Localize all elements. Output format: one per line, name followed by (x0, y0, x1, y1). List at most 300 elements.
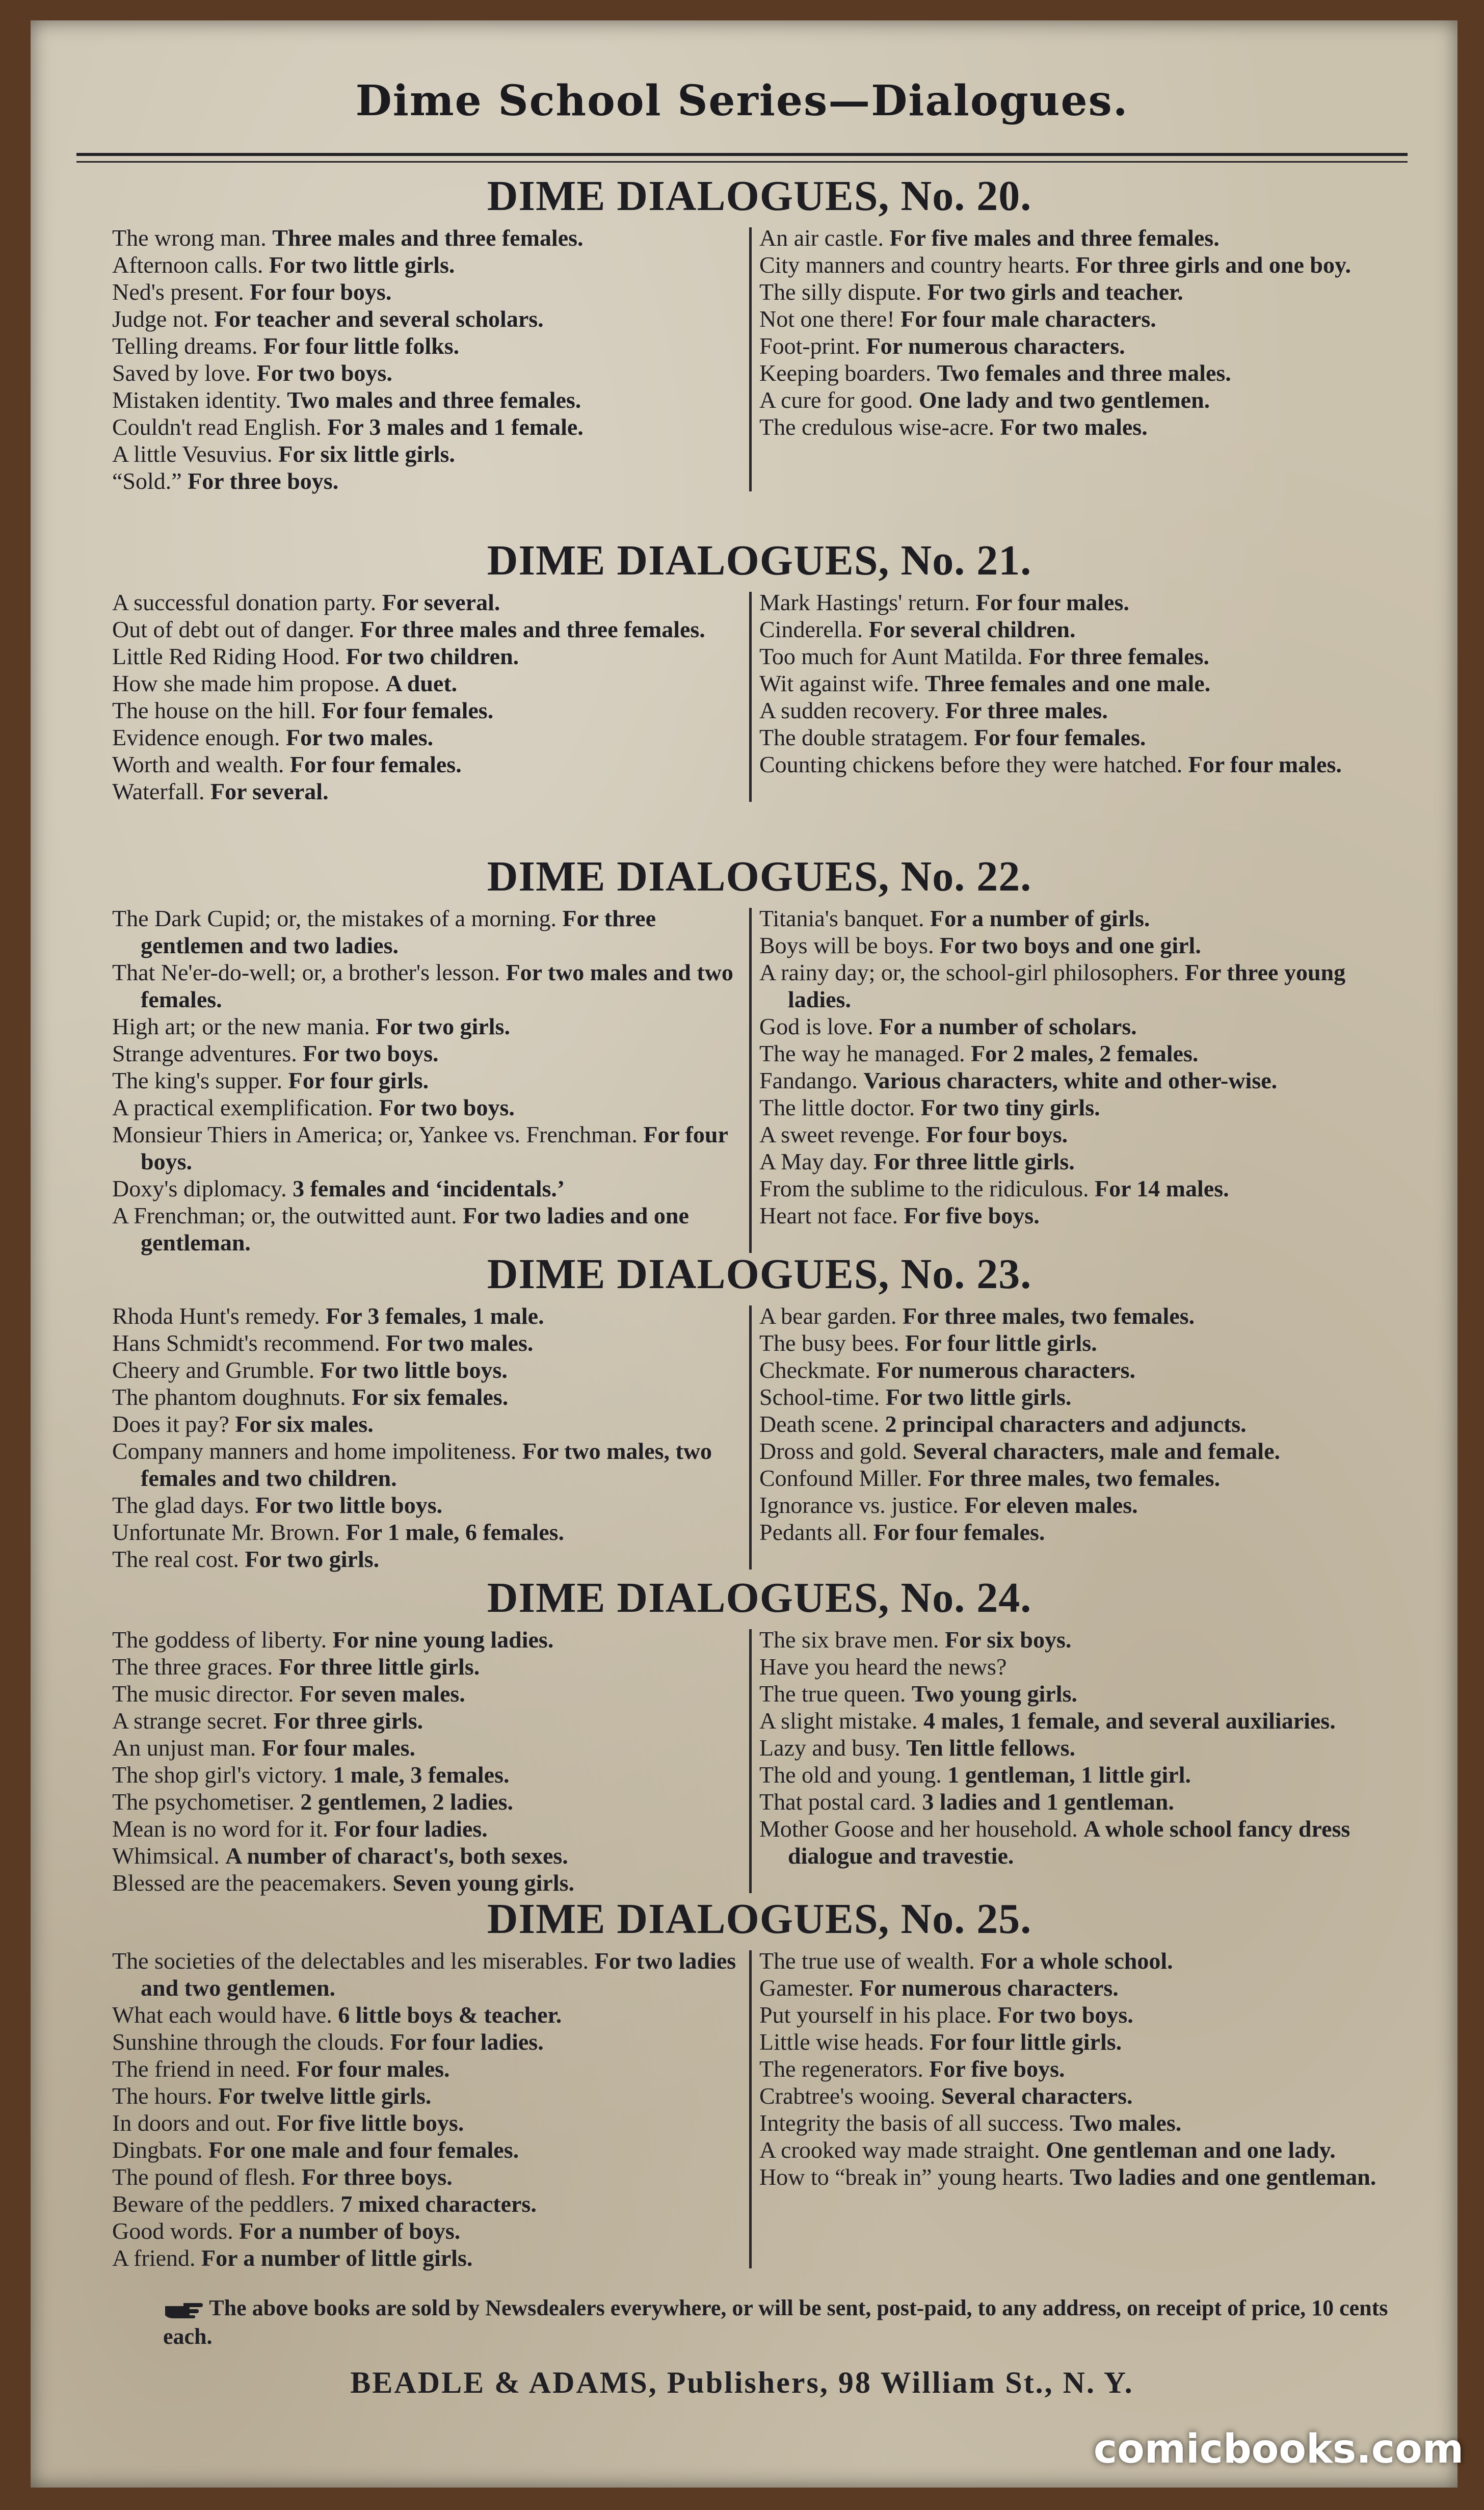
dialogue-title: Ignorance vs. justice. (759, 1492, 959, 1518)
dialogue-entry (759, 1653, 1386, 1680)
dialogue-entry (759, 1707, 1386, 1734)
dialogue-entry (112, 778, 739, 805)
dialogue-cast: A whole school fancy dress dialogue and travestie. (788, 1816, 1350, 1869)
dialogue-cast: For four females. (873, 1519, 1045, 1545)
dialogue-title: Mean is no word for it. (112, 1816, 329, 1842)
dialogue-cast: Two males and three females. (287, 387, 581, 413)
dialogue-entry (759, 1383, 1386, 1410)
dialogue-title: A cure for good. (759, 387, 913, 413)
dialogue-entry (759, 2109, 1386, 2136)
dialogue-entry (112, 1947, 739, 2001)
dialogue-entry (112, 1175, 739, 1202)
dialogue-cast: Two young girls. (911, 1681, 1077, 1707)
dialogue-title: The real cost. (112, 1546, 240, 1572)
dialogue-entry (112, 1680, 739, 1707)
dialogue-section (102, 849, 1417, 1256)
left-column (102, 1947, 749, 2271)
dialogue-cast: Two males. (1070, 2110, 1182, 2136)
dialogue-cast: For four ladies. (390, 2029, 544, 2055)
dialogue-cast: 6 little boys & teacher. (338, 2002, 562, 2028)
dialogue-cast: For two boys. (997, 2002, 1133, 2028)
left-column (102, 905, 749, 1256)
dialogue-cast: For four females. (322, 697, 494, 723)
dialogue-cast: For four little folks. (263, 333, 460, 359)
dialogue-title: A Frenchman; or, the outwitted aunt. (112, 1202, 457, 1228)
dialogue-entry (112, 1626, 739, 1653)
section-title: DIME DIALOGUES, No. 25. (487, 1895, 1032, 1943)
dialogue-title: A May day. (759, 1148, 868, 1174)
left-column (102, 589, 749, 805)
dialogue-entry (112, 359, 739, 386)
dialogue-entry (112, 1383, 739, 1410)
dialogue-cast: 3 females and ‘incidentals.’ (293, 1175, 565, 1201)
column-divider (749, 1629, 752, 1893)
dialogue-entry (759, 2055, 1386, 2082)
dialogue-title: Doxy's diplomacy. (112, 1175, 287, 1201)
dialogue-cast: For numerous characters. (876, 1357, 1135, 1383)
dialogue-cast: Two females and three males. (937, 360, 1231, 386)
dialogue-entry (112, 959, 739, 1013)
dialogue-cast: For two ladies and one gentleman. (141, 1202, 689, 1256)
dialogue-title: “Sold.” (112, 468, 182, 494)
dialogue-title: Mother Goose and her household. (759, 1816, 1078, 1842)
dialogue-cast: For three girls. (273, 1708, 423, 1734)
dialogue-cast: For a whole school. (980, 1948, 1173, 1974)
dialogue-title: Good words. (112, 2218, 233, 2244)
dialogue-title: City manners and country hearts. (759, 252, 1070, 278)
right-column (749, 589, 1396, 805)
dialogue-cast: For two girls and teacher. (927, 279, 1183, 305)
dialogue-cast: For four males. (1188, 751, 1342, 777)
dialogue-title: The true use of wealth. (759, 1948, 975, 1974)
dialogue-entry (112, 1842, 739, 1869)
dialogue-title: A practical exemplification. (112, 1094, 374, 1120)
dialogue-title: The hours. (112, 2083, 213, 2109)
dialogue-cast: One lady and two gentlemen. (918, 387, 1210, 413)
dialogue-title: The six brave men. (759, 1627, 939, 1653)
dialogue-title: Company manners and home impoliteness. (112, 1438, 517, 1464)
dialogue-title: The busy bees. (759, 1330, 899, 1356)
dialogue-title: Wit against wife. (759, 670, 919, 696)
dialogue-title: A crooked way made straight. (759, 2137, 1040, 2163)
dialogue-entry (112, 1707, 739, 1734)
dialogue-title: An unjust man. (112, 1735, 256, 1761)
dialogue-entry (112, 1519, 739, 1546)
dialogue-entry (759, 1356, 1386, 1383)
dialogue-entry (759, 1947, 1386, 1974)
dialogue-entry (112, 616, 739, 643)
dialogue-cast: For twelve little girls. (218, 2083, 432, 2109)
dialogue-cast: Various characters, white and other-wise. (863, 1067, 1278, 1093)
dialogue-entry (759, 1202, 1386, 1229)
dialogue-title: Monsieur Thiers in America; or, Yankee vs. Frenchman. (112, 1121, 638, 1147)
dialogue-cast: 2 principal characters and adjuncts. (885, 1411, 1247, 1437)
dialogue-title: Put yourself in his place. (759, 2002, 992, 2028)
dialogue-cast: For six little girls. (278, 441, 455, 467)
section-columns (102, 589, 1417, 805)
dialogue-cast: For four boys. (141, 1121, 728, 1174)
dialogue-title: The goddess of liberty. (112, 1627, 327, 1653)
dialogue-entry (112, 332, 739, 359)
dialogue-entry (759, 251, 1386, 278)
dialogue-title: Dross and gold. (759, 1438, 908, 1464)
dialogue-title: Pedants all. (759, 1519, 868, 1545)
dialogue-cast: For three males, two females. (927, 1465, 1221, 1491)
dialogue-cast: For a number of boys. (239, 2218, 461, 2244)
column-divider (749, 1950, 752, 2268)
dialogue-entry (112, 2028, 739, 2055)
dialogue-cast: 3 ladies and 1 gentleman. (922, 1789, 1174, 1815)
dialogue-cast: 2 gentlemen, 2 ladies. (300, 1789, 513, 1815)
dialogue-cast: For four males. (975, 589, 1129, 615)
dialogue-entry (112, 643, 739, 670)
dialogue-entry (112, 1546, 739, 1573)
dialogue-title: The Dark Cupid; or, the mistakes of a morning. (112, 905, 556, 931)
dialogue-entry (759, 643, 1386, 670)
dialogue-cast: For four females. (974, 724, 1146, 750)
dialogue-entry (759, 1680, 1386, 1707)
dialogue-cast: For 3 females, 1 male. (326, 1303, 544, 1329)
dialogue-entry (759, 670, 1386, 697)
dialogue-entry (759, 616, 1386, 643)
dialogue-entry (759, 1492, 1386, 1519)
dialogue-title: A bear garden. (759, 1303, 897, 1329)
dialogue-cast: For three gentlemen and two ladies. (141, 905, 656, 958)
dialogue-entry (759, 1761, 1386, 1788)
section-columns (102, 1626, 1417, 1896)
dialogue-title: Evidence enough. (112, 724, 280, 750)
dialogue-entry (112, 1492, 739, 1519)
dialogue-entry (112, 1302, 739, 1329)
dialogue-cast: For numerous characters. (866, 333, 1125, 359)
section-columns (102, 905, 1417, 1256)
dialogue-title: The shop girl's victory. (112, 1762, 327, 1788)
dialogue-entry (759, 1329, 1386, 1356)
dialogue-title: The little doctor. (759, 1094, 915, 1120)
dialogue-entry (759, 1734, 1386, 1761)
right-column (749, 1626, 1396, 1896)
dialogue-cast: For three boys. (188, 468, 339, 494)
dialogue-title: A successful donation party. (112, 589, 377, 615)
dialogue-title: Strange adventures. (112, 1040, 297, 1066)
dialogue-title: Little Red Riding Hood. (112, 643, 340, 669)
dialogue-entry (112, 1653, 739, 1680)
dialogue-entry (759, 1013, 1386, 1040)
right-column (749, 905, 1396, 1256)
dialogue-cast: For two boys. (379, 1094, 515, 1120)
dialogue-cast: For two males, two females and two children. (141, 1438, 712, 1491)
left-column (102, 224, 749, 494)
dialogue-cast: For four males. (296, 2056, 450, 2082)
dialogue-entry (112, 2190, 739, 2217)
dialogue-cast: For two ladies and two gentlemen. (141, 1948, 736, 2001)
dialogue-entry (112, 2136, 739, 2163)
dialogue-cast: 7 mixed characters. (340, 2191, 537, 2217)
dialogue-title: What each would have. (112, 2002, 332, 2028)
dialogue-cast: For 3 males and 1 female. (327, 414, 584, 440)
watermark: comicbooks.com (1093, 2426, 1464, 2472)
dialogue-title: Not one there! (759, 306, 895, 332)
dialogue-entry (759, 724, 1386, 751)
dialogue-cast: For four little girls. (930, 2029, 1122, 2055)
dialogue-title: Confound Miller. (759, 1465, 922, 1491)
dialogue-entry (112, 724, 739, 751)
publisher-line: BEADLE & ADAMS, Publishers, 98 William St., N. Y. (350, 2366, 1134, 2399)
dialogue-title: Beware of the peddlers. (112, 2191, 335, 2217)
footer-note-text: The above books are sold by Newsdealers everywhere, or will be sent, post-paid, to any address, on receipt of price, 10 cents each. (163, 2295, 1388, 2349)
dialogue-cast: For two males. (1000, 414, 1148, 440)
dialogue-title: Ned's present. (112, 279, 244, 305)
dialogue-cast: For two little girls. (269, 252, 455, 278)
dialogue-title: Checkmate. (759, 1357, 871, 1383)
dialogue-cast: Seven young girls. (392, 1870, 574, 1896)
dialogue-cast: For several. (210, 778, 329, 804)
dialogue-title: Cheery and Grumble. (112, 1357, 315, 1383)
dialogue-cast: Three females and one male. (925, 670, 1211, 696)
dialogue-title: Keeping boarders. (759, 360, 932, 386)
dialogue-entry (759, 959, 1386, 1013)
dialogue-entry (112, 278, 739, 305)
dialogue-cast: For two males. (286, 724, 434, 750)
dialogue-entry (759, 589, 1386, 616)
dialogue-cast: For two boys. (303, 1040, 439, 1066)
dialogue-title: Saved by love. (112, 360, 251, 386)
dialogue-cast: A duet. (385, 670, 458, 696)
dialogue-title: The regenerators. (759, 2056, 923, 2082)
dialogue-entry (759, 1519, 1386, 1546)
dialogue-title: That Ne'er-do-well; or, a brother's lesson. (112, 959, 500, 985)
dialogue-entry (112, 440, 739, 467)
dialogue-title: The pound of flesh. (112, 2164, 296, 2190)
dialogue-cast: Several characters. (941, 2083, 1133, 2109)
dialogue-title: Titania's banquet. (759, 905, 924, 931)
dialogue-title: Mark Hastings' return. (759, 589, 970, 615)
dialogue-entry (759, 1815, 1386, 1869)
dialogue-title: A little Vesuvius. (112, 441, 273, 467)
right-column (749, 224, 1396, 494)
dialogue-cast: For four male characters. (900, 306, 1156, 332)
dialogue-cast: For four females. (289, 751, 462, 777)
column-divider (749, 227, 752, 491)
dialogue-title: Too much for Aunt Matilda. (759, 643, 1023, 669)
dialogue-entry (759, 1148, 1386, 1175)
dialogue-title: From the sublime to the ridiculous. (759, 1175, 1089, 1201)
dialogue-cast: 1 male, 3 females. (333, 1762, 510, 1788)
header-rule (76, 153, 1408, 163)
dialogue-entry (759, 1437, 1386, 1465)
dialogue-entry (112, 1040, 739, 1067)
dialogue-title: High art; or the new mania. (112, 1013, 370, 1039)
dialogue-entry (112, 751, 739, 778)
dialogue-entry (112, 2109, 739, 2136)
dialogue-entry (112, 905, 739, 959)
dialogue-cast: For several children. (868, 616, 1076, 642)
dialogue-title: Heart not face. (759, 1202, 898, 1228)
dialogue-cast: For several. (382, 589, 500, 615)
dialogue-title: The wrong man. (112, 225, 267, 251)
dialogue-cast: For two males and two females. (141, 959, 733, 1012)
dialogue-cast: For four boys. (250, 279, 392, 305)
dialogue-title: Gamester. (759, 1975, 854, 2001)
dialogue-title: God is love. (759, 1013, 873, 1039)
dialogue-cast: For three females. (1028, 643, 1209, 669)
dialogue-entry (759, 1410, 1386, 1437)
dialogue-cast: For three boys. (301, 2164, 453, 2190)
dialogue-title: The way he managed. (759, 1040, 965, 1066)
dialogue-cast: For six males. (235, 1411, 374, 1437)
dialogue-title: Crabtree's wooing. (759, 2083, 936, 2109)
dialogue-entry (759, 1175, 1386, 1202)
dialogue-title: Integrity the basis of all success. (759, 2110, 1064, 2136)
dialogue-entry (759, 1040, 1386, 1067)
dialogue-title: Little wise heads. (759, 2029, 924, 2055)
dialogue-title: The phantom doughnuts. (112, 1384, 346, 1410)
dialogue-entry (759, 224, 1386, 251)
dialogue-entry (112, 1013, 739, 1040)
dialogue-section (102, 1570, 1417, 1896)
dialogue-cast: For a number of scholars. (879, 1013, 1137, 1039)
dialogue-entry (759, 1067, 1386, 1094)
dialogue-title: Afternoon calls. (112, 252, 263, 278)
dialogue-section (102, 1891, 1417, 2271)
dialogue-entry (759, 359, 1386, 386)
dialogue-title: Telling dreams. (112, 333, 258, 359)
dialogue-title: The music director. (112, 1681, 294, 1707)
dialogue-entry (112, 2055, 739, 2082)
dialogue-entry (759, 305, 1386, 332)
dialogue-title: Waterfall. (112, 778, 205, 804)
dialogue-entry (759, 905, 1386, 932)
dialogue-cast: For five boys. (929, 2056, 1065, 2082)
dialogue-entry (759, 1302, 1386, 1329)
dialogue-cast: For 1 male, 6 females. (346, 1519, 565, 1545)
dialogue-section (102, 1246, 1417, 1573)
dialogue-title: The three graces. (112, 1654, 273, 1680)
dialogue-title: Unfortunate Mr. Brown. (112, 1519, 340, 1545)
dialogue-title: Whimsical. (112, 1843, 220, 1869)
dialogue-entry (112, 1410, 739, 1437)
dialogue-cast: Ten little fellows. (906, 1735, 1076, 1761)
dialogue-cast: For three young ladies. (788, 959, 1346, 1012)
page-title: Dime School Series—Dialogues. (355, 76, 1129, 125)
dialogue-entry (112, 1356, 739, 1383)
dialogue-cast: Several characters, male and female. (913, 1438, 1280, 1464)
dialogue-entry (112, 589, 739, 616)
dialogue-entry (112, 2082, 739, 2109)
dialogue-title: Out of debt out of danger. (112, 616, 355, 642)
dialogue-entry (112, 670, 739, 697)
dialogue-entry (112, 413, 739, 440)
dialogue-cast: Two ladies and one gentleman. (1070, 2164, 1376, 2190)
right-column (749, 1947, 1396, 2271)
dialogue-title: Lazy and busy. (759, 1735, 900, 1761)
dialogue-cast: For two males. (386, 1330, 534, 1356)
dialogue-entry (112, 1815, 739, 1842)
dialogue-cast: For two little boys. (255, 1492, 443, 1518)
dialogue-title: Rhoda Hunt's remedy. (112, 1303, 320, 1329)
dialogue-cast: 4 males, 1 female, and several auxiliaries. (923, 1708, 1336, 1734)
dialogue-title: Worth and wealth. (112, 751, 284, 777)
dialogue-entry (112, 2217, 739, 2244)
dialogue-entry (112, 1329, 739, 1356)
dialogue-cast: 1 gentleman, 1 little girl. (947, 1762, 1191, 1788)
section-columns (102, 1947, 1417, 2271)
dialogue-entry (759, 697, 1386, 724)
section-title: DIME DIALOGUES, No. 20. (487, 172, 1032, 220)
dialogue-entry (759, 1465, 1386, 1492)
dialogue-entry (759, 278, 1386, 305)
dialogue-title: The credulous wise-acre. (759, 414, 995, 440)
left-column (102, 1302, 749, 1573)
dialogue-title: Foot-print. (759, 333, 861, 359)
dialogue-cast: For seven males. (299, 1681, 465, 1707)
dialogue-entry (112, 467, 739, 494)
dialogue-cast: For three girls and one boy. (1075, 252, 1351, 278)
dialogue-title: Does it pay? (112, 1411, 229, 1437)
dialogue-title: In doors and out. (112, 2110, 271, 2136)
dialogue-title: The true queen. (759, 1681, 906, 1707)
column-divider (749, 1305, 752, 1570)
left-column (102, 1626, 749, 1896)
dialogue-title: The double stratagem. (759, 724, 969, 750)
dialogue-cast: For 14 males. (1095, 1175, 1229, 1201)
section-title: DIME DIALOGUES, No. 22. (487, 853, 1032, 900)
dialogue-cast: For two girls. (245, 1546, 380, 1572)
dialogue-cast: Three males and three females. (272, 225, 584, 251)
dialogue-cast: For nine young ladies. (332, 1627, 554, 1653)
dialogue-title: The king's supper. (112, 1067, 283, 1093)
dialogue-cast: For three males. (945, 697, 1108, 723)
dialogue-cast: For five little boys. (277, 2110, 464, 2136)
dialogue-entry (112, 697, 739, 724)
dialogue-title: The silly dispute. (759, 279, 922, 305)
dialogue-section (102, 168, 1417, 494)
dialogue-cast: For a number of girls. (930, 905, 1150, 931)
dialogue-title: A sweet revenge. (759, 1121, 920, 1147)
dialogue-title: Counting chickens before they were hatched. (759, 751, 1183, 777)
dialogue-title: A slight mistake. (759, 1708, 918, 1734)
right-column (749, 1302, 1396, 1573)
dialogue-cast: For eleven males. (964, 1492, 1138, 1518)
section-title: DIME DIALOGUES, No. 24. (487, 1574, 1032, 1622)
dialogue-title: School-time. (759, 1384, 880, 1410)
dialogue-entry (112, 2163, 739, 2190)
dialogue-cast: For three little girls. (873, 1148, 1075, 1174)
dialogue-cast: For five males and three females. (889, 225, 1220, 251)
dialogue-entry (112, 1437, 739, 1492)
dialogue-entry (112, 224, 739, 251)
dialogue-cast: For three males, two females. (903, 1303, 1195, 1329)
dialogue-cast: For six boys. (945, 1627, 1072, 1653)
dialogue-cast: For four girls. (288, 1067, 429, 1093)
section-columns (102, 1302, 1417, 1573)
dialogue-entry (112, 1788, 739, 1815)
dialogue-title: Blessed are the peacemakers. (112, 1870, 387, 1896)
dialogue-entry (759, 932, 1386, 959)
column-divider (749, 908, 752, 1253)
dialogue-cast: For a number of little girls. (201, 2245, 473, 2271)
dialogue-cast: For two girls. (376, 1013, 510, 1039)
dialogue-cast: For two boys. (256, 360, 392, 386)
dialogue-title: A sudden recovery. (759, 697, 940, 723)
dialogue-entry (759, 386, 1386, 413)
dialogue-title: Sunshine through the clouds. (112, 2029, 385, 2055)
dialogue-cast: For six females. (352, 1384, 509, 1410)
dialogue-entry (759, 1974, 1386, 2001)
dialogue-cast: For four boys. (926, 1121, 1068, 1147)
dialogue-entry (759, 1121, 1386, 1148)
dialogue-entry (112, 251, 739, 278)
